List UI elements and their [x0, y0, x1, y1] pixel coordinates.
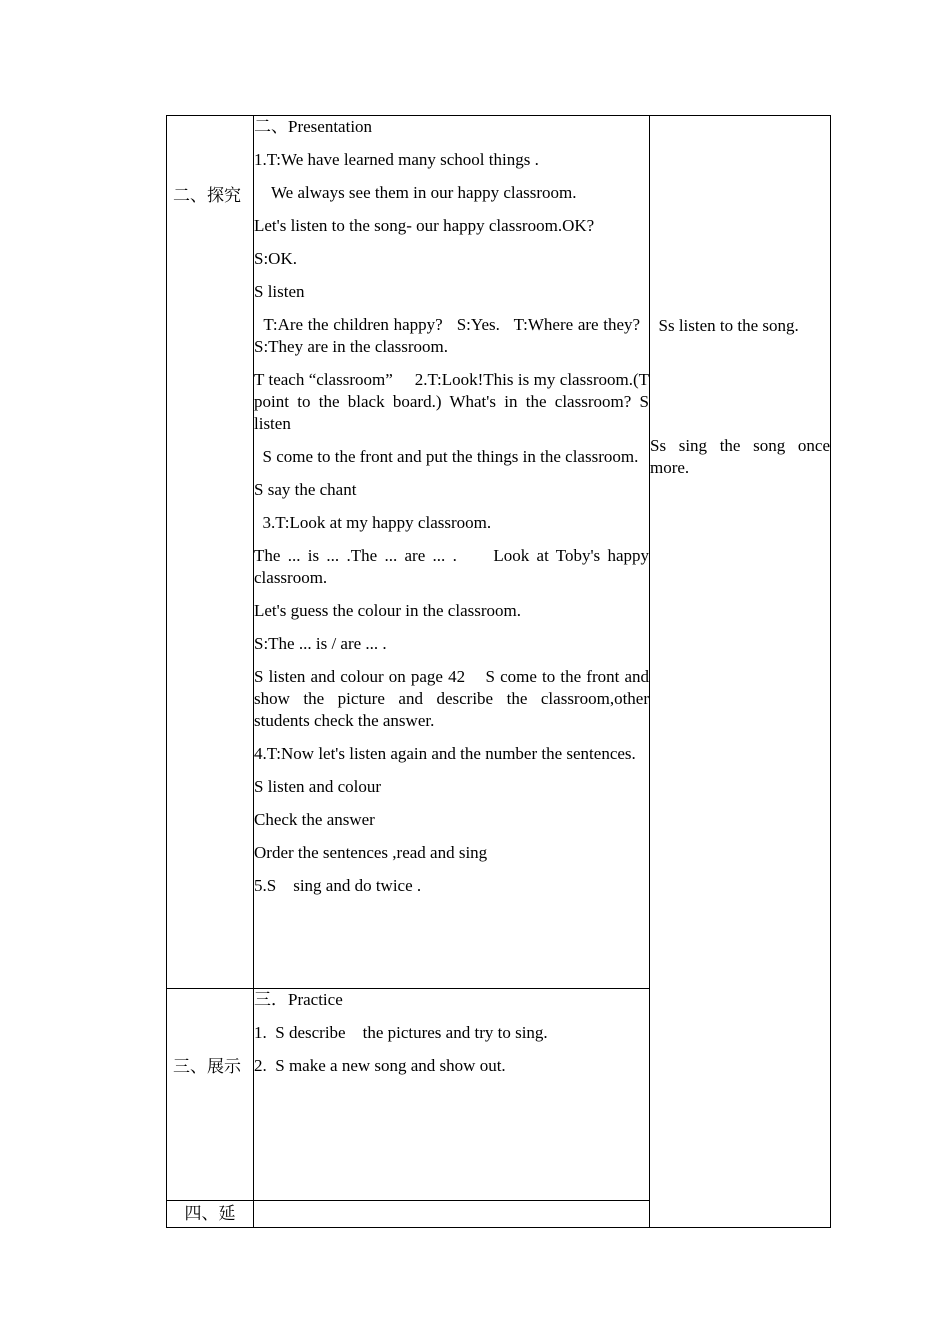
teacher-activity-cell-extend: [254, 1201, 650, 1228]
stage-cell-explore: [167, 116, 254, 989]
content-line: 5.S sing and do twice .: [254, 876, 422, 895]
stage-label: 四、延: [184, 1204, 236, 1223]
section-heading: 三．Practice: [254, 990, 343, 1009]
content-line: 4.T:Now let's listen again and the number the sentences.: [254, 744, 636, 763]
content-line: We always see them in our happy classroom.: [254, 183, 577, 202]
stage-label: 二、探究: [173, 186, 241, 205]
student-activity-line: Ss listen to the song.: [650, 316, 799, 335]
stage-cell-practice: [167, 989, 254, 1201]
content-line: T:Are the children happy? S:Yes. T:Where are they? S:They are in the classroom.: [254, 315, 649, 356]
content-line: S say the chant: [254, 480, 357, 499]
content-line: S listen and colour on page 42 S come to the front and show the picture and describe the classroom,other students check the answer.: [254, 667, 649, 730]
content-line: 2. S make a new song and show out.: [254, 1056, 506, 1075]
content-line: Order the sentences ,read and sing: [254, 843, 488, 862]
section-heading: 二、Presentation: [254, 117, 373, 136]
content-line: 1.T:We have learned many school things .: [254, 150, 539, 169]
content-line: The ... is ... .The ... are ... . Look at Toby's happy classroom.: [254, 546, 649, 587]
student-activity-line: Ss sing the song once more.: [650, 436, 830, 477]
stage-label: 三、展示: [173, 1057, 241, 1076]
content-line: Let's listen to the song- our happy classroom.OK?: [254, 216, 595, 235]
content-line: T teach “classroom” 2.T:Look!This is my classroom.(T point to the black board.) What's in the classroom? S listen: [254, 370, 649, 433]
content-line: Let's guess the colour in the classroom.: [254, 601, 521, 620]
table-row-explore: [167, 116, 831, 989]
content-line: Check the answer: [254, 810, 375, 829]
content-line: S come to the front and put the things in the classroom.: [254, 447, 639, 466]
student-activity-cell: [650, 116, 831, 1228]
content-line: 3.T:Look at my happy classroom.: [254, 513, 492, 532]
content-line: S listen and colour: [254, 777, 382, 796]
content-line: S:The ... is / are ... .: [254, 634, 387, 653]
lesson-plan-table: [166, 115, 831, 1228]
content-line: 1. S describe the pictures and try to sing.: [254, 1023, 548, 1042]
content-line: S:OK.: [254, 249, 297, 268]
teacher-activity-cell-explore: [254, 116, 650, 989]
stage-cell-extend: [167, 1201, 254, 1228]
content-line: S listen: [254, 282, 305, 301]
teacher-activity-cell-practice: [254, 989, 650, 1201]
